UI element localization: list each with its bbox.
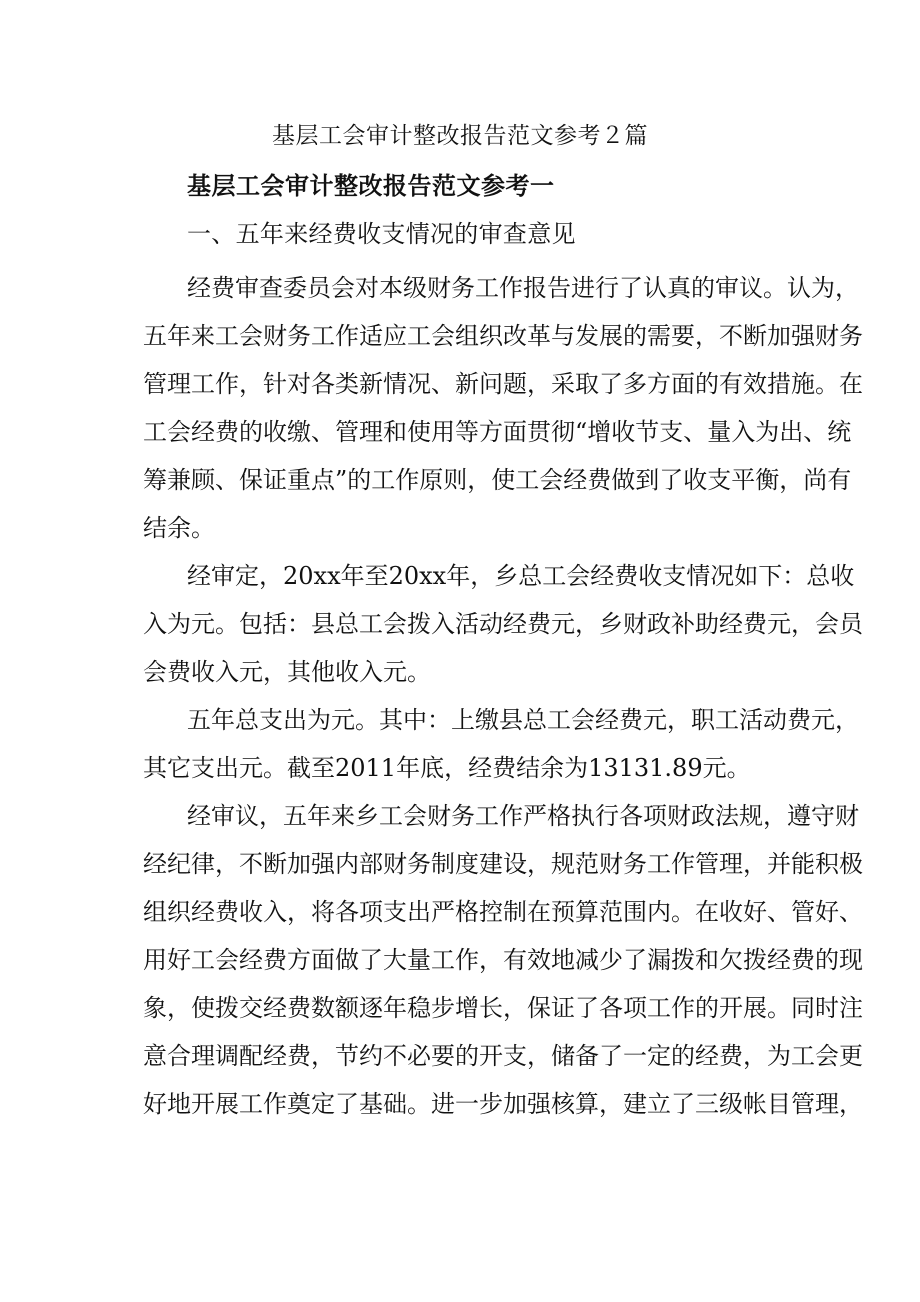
- section-heading: 一、五年来经费收支情况的审查意见: [187, 220, 576, 248]
- paragraph: [143, 552, 863, 696]
- document-title: 基层工会审计整改报告范文参考２篇: [272, 123, 648, 149]
- paragraph-line: 其它支出元。截至2011年底，经费结余为13131.89元。: [143, 754, 751, 782]
- paragraph-line: 组织经费收入，将各项支出严格控制在预算范围内。在收好、管好、: [143, 898, 863, 926]
- paragraph-line: 象，使拨交经费数额逐年稳步增长，保证了各项工作的开展。同时注: [143, 994, 863, 1022]
- paragraph: [143, 696, 859, 792]
- paragraph: [143, 264, 863, 552]
- paragraph-line: 五年总支出为元。其中：上缴县总工会经费元，职工活动费元，: [187, 706, 859, 734]
- paragraph-line: 五年来工会财务工作适应工会组织改革与发展的需要，不断加强财务: [143, 322, 863, 350]
- paragraph-line: 意合理调配经费，节约不必要的开支，储备了一定的经费，为工会更: [143, 1042, 863, 1070]
- paragraph-line: 经纪律，不断加强内部财务制度建设，规范财务工作管理，并能积极: [143, 850, 863, 878]
- paragraph-line: 经审定，20xx年至20xx年，乡总工会经费收支情况如下：总收: [187, 562, 855, 590]
- section-subtitle: 基层工会审计整改报告范文参考一: [187, 171, 555, 200]
- paragraph-line: 好地开展工作奠定了基础。进一步加强核算，建立了三级帐目管理，: [143, 1090, 863, 1118]
- paragraph-line: 经费审查委员会对本级财务工作报告进行了认真的审议。认为，: [187, 274, 859, 302]
- paragraph-line: 经审议，五年来乡工会财务工作严格执行各项财政法规，遵守财: [187, 802, 859, 830]
- paragraph: [143, 792, 863, 1128]
- paragraph-line: 工会经费的收缴、管理和使用等方面贯彻“增收节支、量入为出、统: [143, 418, 852, 446]
- paragraph-line: 管理工作，针对各类新情况、新问题，采取了多方面的有效措施。在: [143, 370, 863, 398]
- paragraph-line: 筹兼顾、保证重点”的工作原则，使工会经费做到了收支平衡，尚有: [143, 466, 852, 494]
- paragraph-line: 结余。: [143, 514, 215, 542]
- paragraph-line: 会费收入元，其他收入元。: [143, 658, 431, 686]
- paragraph-line: 用好工会经费方面做了大量工作，有效地减少了漏拨和欠拨经费的现: [143, 946, 863, 974]
- paragraph-line: 入为元。包括：县总工会拨入活动经费元，乡财政补助经费元，会员: [143, 610, 863, 638]
